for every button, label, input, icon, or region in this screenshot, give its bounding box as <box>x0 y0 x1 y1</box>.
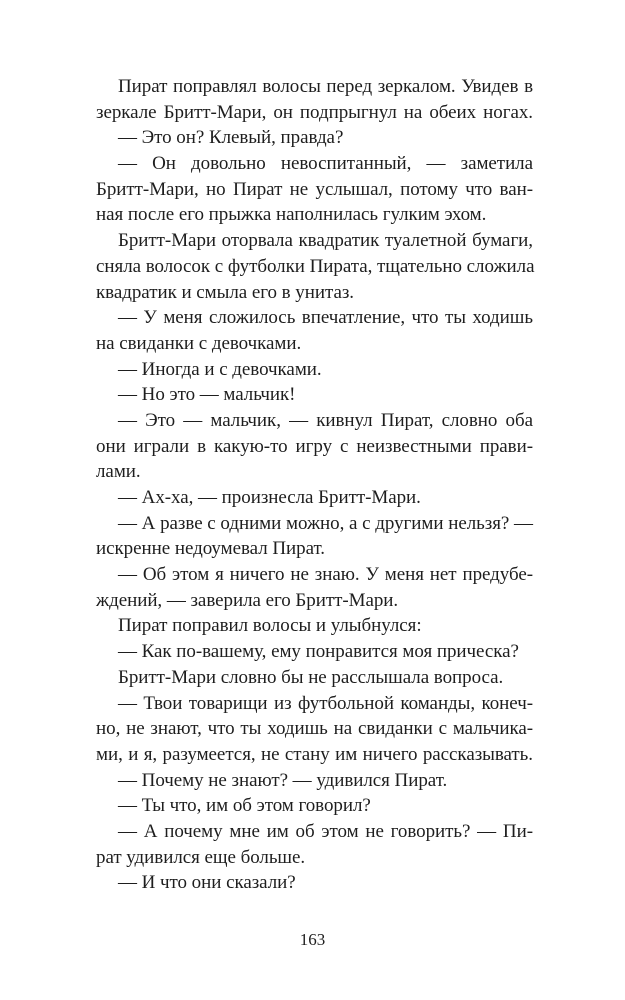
text-line: Пират поправлял волосы перед зеркалом. Увидев в <box>118 76 533 97</box>
text-line: Бритт-Мари оторвала квадратик туалетной бумаги, <box>118 230 533 252</box>
text-line: ная после его прыжка наполнилась гулким эхом. <box>96 204 487 226</box>
text-line: — Но это — мальчик! <box>118 384 296 406</box>
text-line: искренне недоумевал Пират. <box>96 538 325 560</box>
text-line: — Ах-ха, — произнесла Бритт-Мари. <box>118 487 421 508</box>
text-line: — У меня сложилось впечатление, что ты ходишь <box>118 307 533 329</box>
text-line: — Ты что, им об этом говорил? <box>118 795 371 817</box>
text-line: — Это — мальчик, — кивнул Пират, словно оба <box>118 409 533 431</box>
text-line: — Как по-вашему, ему понравится моя прическа? <box>118 641 519 663</box>
text-line: ждений, — заверила его Бритт-Мари. <box>96 589 399 611</box>
text-line: зеркале Бритт-Мари, он подпрыгнул на обеих ногах. <box>96 101 533 123</box>
text-line: Бритт-Мари словно бы не расслышала вопроса. <box>118 666 504 688</box>
text-line: — И что они сказали? <box>118 872 296 894</box>
text-line: — Это он? Клевый, правда? <box>118 127 344 149</box>
text-line: — Твои товарищи из футбольной команды, конеч- <box>118 692 533 714</box>
text-line: Пират поправил волосы и улыбнулся: <box>118 615 422 637</box>
text-line: рат удивился еще больше. <box>96 846 306 868</box>
text-line: лами. <box>96 461 141 483</box>
text-line: сняла волосок с футболки Пирата, тщательно сложила <box>96 255 535 277</box>
text-line: — А разве с одними можно, а с другими нельзя? — <box>118 512 533 534</box>
text-line: — Почему не знают? — удивился Пират. <box>118 769 448 791</box>
page-number: 163 <box>299 930 326 949</box>
text-line: они играли в какую-то игру с неизвестными прави- <box>96 435 533 457</box>
text-line: но, не знают, что ты ходишь на свиданки с мальчика- <box>96 718 533 740</box>
text-line: ми, и я, разумеется, не стану им ничего рассказывать. <box>96 743 533 765</box>
text-line: Бритт-Мари, но Пират не услышал, потому что ван- <box>96 178 533 200</box>
text-line: — Он довольно невоспитанный, — заметила <box>118 153 533 175</box>
text-line: квадратик и смыла его в унитаз. <box>96 281 354 303</box>
text-line: на свиданки с девочками. <box>96 332 302 354</box>
text-line: — Об этом я ничего не знаю. У меня нет предубе- <box>118 564 533 586</box>
body-text <box>96 74 533 896</box>
text-line: — А почему мне им об этом не говорить? — Пи- <box>118 820 533 842</box>
text-line: — Иногда и с девочками. <box>118 358 322 380</box>
